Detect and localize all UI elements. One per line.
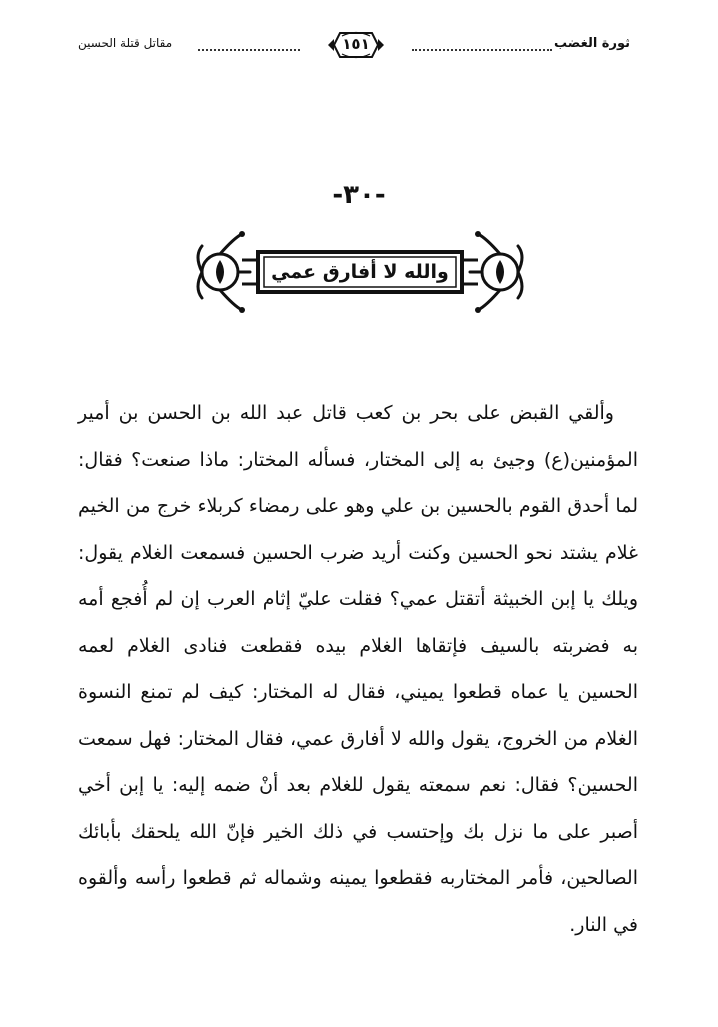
book-title: ثورة الغضب xyxy=(554,36,630,51)
section-number: -٣٠- xyxy=(332,180,386,210)
page-number: ١٥١ xyxy=(342,35,370,53)
header-dotted-leader-right xyxy=(412,49,552,51)
body-text xyxy=(78,390,638,948)
chapter-title: مقاتل قتلة الحسين xyxy=(78,36,173,50)
running-header xyxy=(78,26,630,66)
section-title-frame xyxy=(190,226,530,318)
page-number-badge xyxy=(326,26,386,64)
body-paragraph: وألقي القبض على بحر بن كعب قاتل عبد الله بن الحسن بن أمير المؤمنين(ع) وجيئ به إلى المختار، فسأله المختار: ماذا صنعت؟ فقال: لما أحدق القوم بالحسين بن علي وهو على رمضاء كربلاء خرج من الخيم غلام يشتد نحو الحسين وكنت أريد ضرب الحسين فسمعت الغلام يقول: ويلك يا إبن الخبيثة أتقتل عمي؟ فقلت عليّ إثام العرب إن لم أُفجع أمه به فضربته بالسيف فإتقاها الغلام بيده فقطعت فنادى الغلام لعمه الحسين يا عماه قطعوا يميني، فقال له المختار: كيف لم تمنع النسوة الغلام من الخروج، يقول والله لا أفارق عمي، فقال المختار: فهل سمعت الحسين؟ فقال: نعم سمعته يقول للغلام بعد أنْ ضمه إليه: يا إبن أخي أصبر على ما نزل بك وإحتسب في ذلك الخير فإنّ الله يلحقك بأبائك الصالحين، فأمر المختاربه فقطعوا يمينه وشماله ثم قطعوا رأسه وألقوه في النار. xyxy=(78,402,638,936)
header-dotted-leader-left xyxy=(198,49,300,51)
section-title: والله لا أفارق عمي xyxy=(271,261,449,283)
